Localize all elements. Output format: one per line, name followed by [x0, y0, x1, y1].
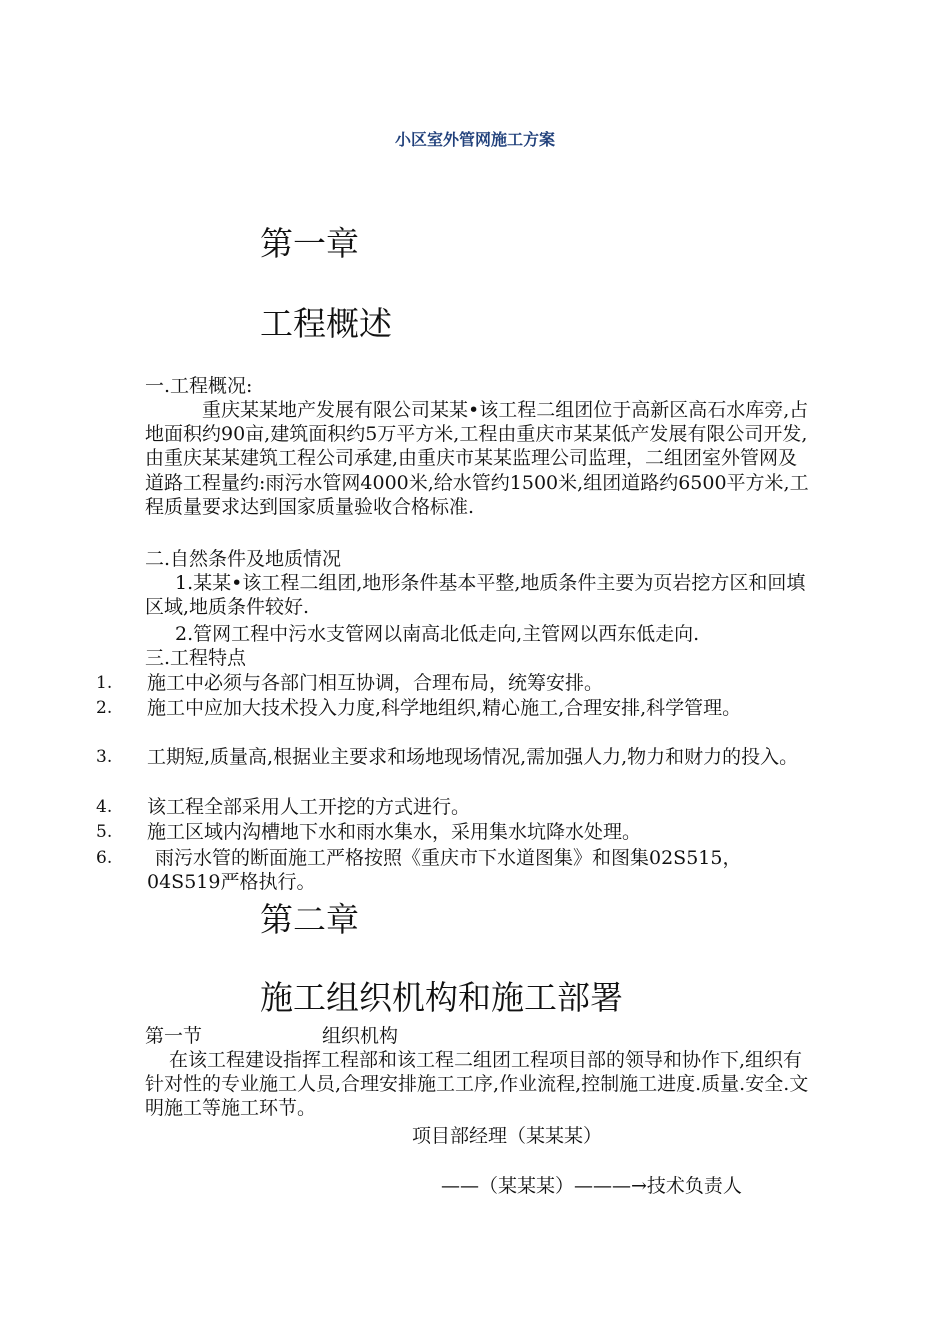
list-item-number: 2.: [96, 698, 113, 718]
section-2-heading: 二.自然条件及地质情况: [145, 548, 342, 570]
chapter-1-number: 第一章: [260, 224, 359, 263]
section-1-heading: 一.工程概况:: [145, 375, 253, 397]
section-3-heading: 三.工程特点: [145, 647, 247, 669]
list-item-number: 3.: [96, 747, 113, 767]
list-item-text: 该工程全部采用人工开挖的方式进行。: [147, 796, 471, 818]
list-item-number: 4.: [96, 797, 113, 817]
list-item-text: 施工中必须与各部门相互协调，合理布局，统筹安排。: [147, 672, 604, 694]
section-org-label: 第一节: [145, 1025, 203, 1047]
section-org-body: 在该工程建设指挥工程部和该工程二组团工程项目部的领导和协作下,组织有针对性的专业施工人员,合理安排施工工序,作业流程,控制施工进度.质量.安全.文明施工等施工环节。: [145, 1049, 809, 1120]
list-item-number: 1.: [96, 673, 113, 693]
chapter-1-heading: 工程概述: [260, 304, 392, 343]
org-chart-technical-lead: ——（某某某）———→技术负责人: [441, 1175, 742, 1197]
list-item-text: 施工中应加大技术投入力度,科学地组织,精心施工,合理安排,科学管理。: [147, 697, 742, 719]
chapter-2-number: 第二章: [260, 900, 359, 939]
chapter-2-heading: 施工组织机构和施工部署: [260, 978, 623, 1017]
list-item-number: 5.: [96, 822, 113, 842]
list-item-text: 工期短,质量高,根据业主要求和场地现场情况,需加强人力,物力和财力的投入。: [147, 746, 799, 768]
section-org-title: 组织机构: [322, 1025, 399, 1047]
document-title: 小区室外管网施工方案: [394, 130, 555, 149]
section-2-item-1: 1.某某•该工程二组团,地形条件基本平整,地质条件主要为页岩挖方区和回填区域,地质条件较好.: [145, 572, 806, 619]
section-1-body: 重庆某某地产发展有限公司某某•该工程二组团位于高新区高石水库旁,占地面积约90亩,建筑面积约5万平方米,工程由重庆市某某低产发展有限公司开发,由重庆某某建筑工程公司承建,由重庆市某某监理公司监理，二组团室外管网及道路工程量约:雨污水管网4000米,给水管约1500米,组团道路约6500平方米,工程质量要求达到国家质量验收合格标准.: [145, 399, 809, 518]
list-item-text: 施工区域内沟槽地下水和雨水集水，采用集水坑降水处理。: [147, 821, 642, 843]
list-item-number: 6.: [96, 848, 113, 868]
section-2-item-2: 2.管网工程中污水支管网以南高北低走向,主管网以西东低走向.: [175, 623, 700, 645]
org-chart-manager: 项目部经理（某某某）: [412, 1125, 603, 1147]
list-item-text: 雨污水管的断面施工严格按照《重庆市下水道图集》和图集02S515，04S519严格执行。: [147, 847, 742, 894]
